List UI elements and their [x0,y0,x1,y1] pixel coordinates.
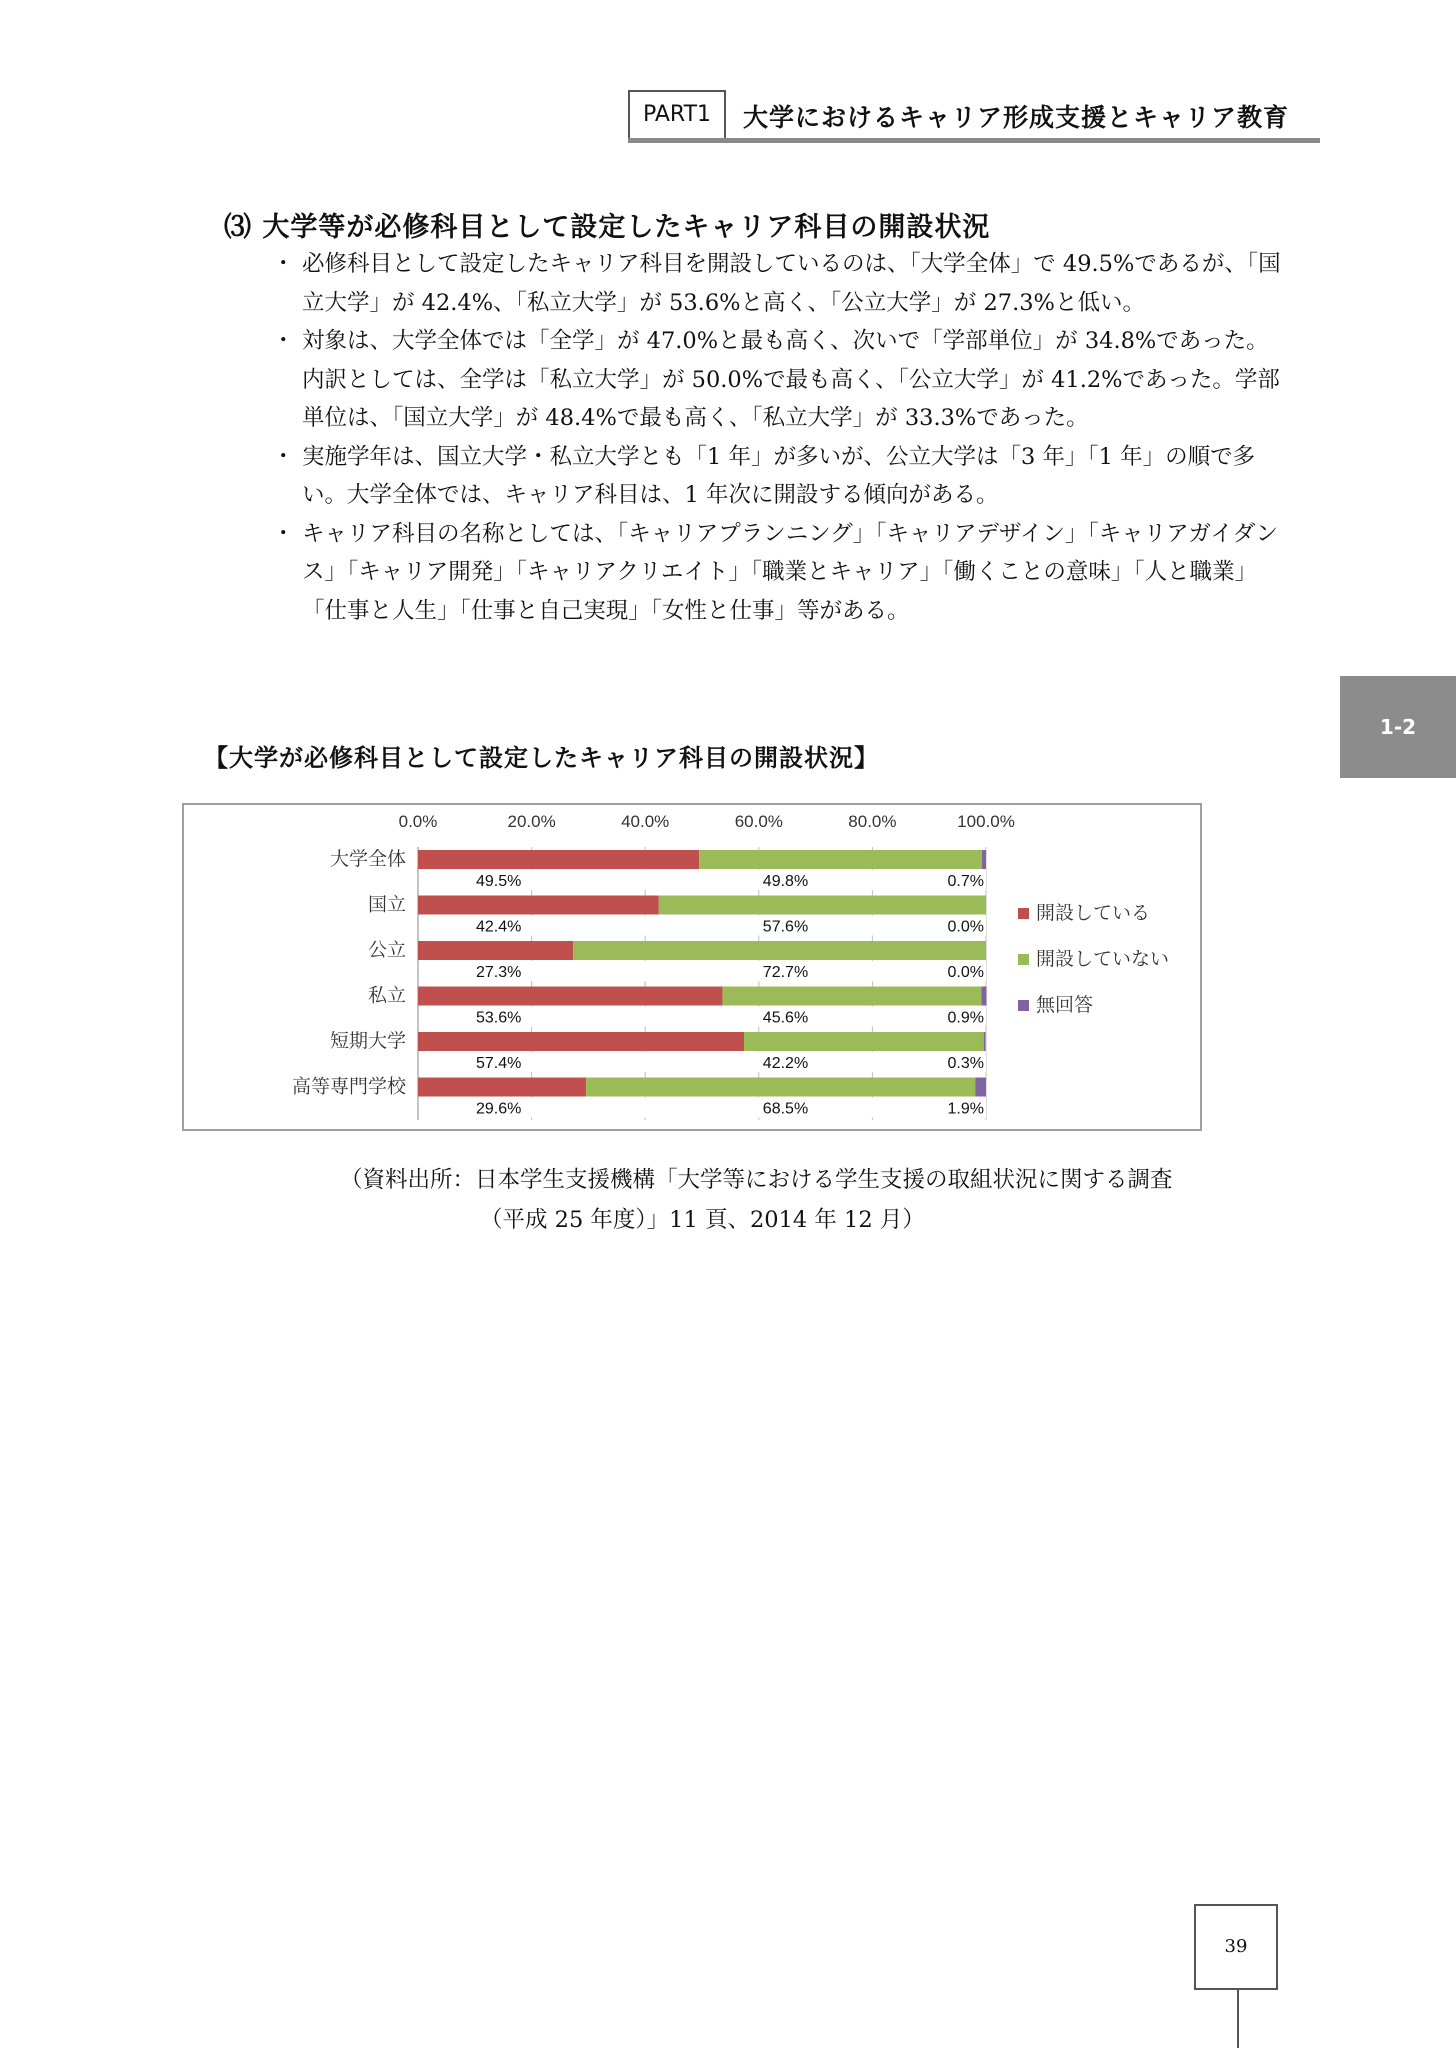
source-citation [340,1160,1173,1240]
x-tick-label: 20.0% [507,812,556,831]
header-title: 大学におけるキャリア形成支援とキャリア教育 [743,103,1290,132]
data-label: 72.7% [762,964,809,981]
category-label: 私立 [367,985,406,1007]
bar-segment [659,896,986,915]
data-label: 57.6% [762,918,809,936]
data-label: 0.0% [947,964,984,981]
x-tick-label: 0.0% [398,812,438,831]
bar-segment [744,1032,984,1051]
bar-segment [418,941,573,960]
data-label: 57.4% [476,1055,522,1072]
source-line-1: （資料出所：日本学生支援機構「大学等における学生支援の取組状況に関する調査 [340,1167,1173,1193]
category-label: 公立 [367,940,406,961]
legend-swatch [1018,1000,1029,1011]
bullet-item: ・ キャリア科目の名称としては、「キャリアプランニング」「キャリアデザイン」「キャリアガイダンス」「キャリア開発」「キャリアクリエイト」「職業とキャリア」「働くことの意味」「人と職業」「仕事と人生」「仕事と自己実現」「女性と仕事」等がある。 [278,515,1288,631]
data-label: 27.3% [476,964,522,981]
bar-segment [586,1078,975,1097]
legend-label: 開設している [1036,903,1151,924]
bar-segment [418,1032,744,1051]
x-tick-label: 40.0% [621,812,670,831]
bar-segment [975,1078,986,1097]
section-tab: 1-2 [1340,676,1456,778]
data-label: 68.5% [762,1100,809,1118]
data-label: 29.6% [476,1100,522,1118]
x-tick-label: 100.0% [957,812,1015,831]
chart-frame [182,803,1202,1131]
section-title: ⑶ 大学等が必修科目として設定したキャリア科目の開設状況 [224,212,991,243]
category-label: 短期大学 [329,1031,406,1052]
data-label: 49.8% [762,873,809,890]
bar-segment [418,987,722,1006]
bar-segment [982,850,986,869]
bar-segment [418,850,699,869]
category-label: 高等専門学校 [291,1076,406,1098]
data-label: 53.6% [476,1009,522,1027]
legend-swatch [1018,954,1029,965]
data-label: 49.5% [476,873,522,890]
x-tick-label: 60.0% [734,812,783,831]
bar-segment [984,1032,986,1051]
category-label: 大学全体 [329,849,406,870]
data-label: 0.9% [947,1009,984,1027]
bar-segment [418,1078,586,1097]
chart-title: 【大学が必修科目として設定したキャリア科目の開設状況】 [204,744,879,772]
data-label: 0.0% [947,918,984,936]
category-label: 国立 [367,894,406,916]
data-label: 45.6% [762,1009,809,1027]
bullet-list [278,245,1288,630]
source-line-2: （平成 25 年度）」11 頁、2014 年 12 月） [480,1207,925,1233]
bar-segment [981,987,986,1006]
bullet-item: ・ 対象は、大学全体では「全学」が 47.0%と最も高く、次いで「学部単位」が 34.8%であった。内訳としては、全学は「私立大学」が 50.0%で最も高く、「公立大学」が 41.2%であった。学部単位は、「国立大学」が 48.4%で最も高く、「私立大学」が 33.3%であった。 [278,322,1288,438]
page-number: 39 [1194,1904,1278,1990]
data-label: 0.7% [947,873,984,890]
bar-segment [573,941,986,960]
data-label: 42.2% [762,1055,809,1072]
legend-label: 無回答 [1036,995,1094,1016]
bullet-item: ・ 必修科目として設定したキャリア科目を開設しているのは、「大学全体」で 49.5%であるが、「国立大学」が 42.4%、「私立大学」が 53.6%と高く、「公立大学」が 27.3%と低い。 [278,245,1288,322]
part-label: PART1 [628,90,726,140]
page-number-line [1237,1990,1239,2048]
bar-segment [722,987,981,1006]
legend-label: 開設していない [1036,949,1170,970]
bar-segment [699,850,982,869]
x-tick-label: 80.0% [848,812,897,831]
bar-segment [418,896,659,915]
data-label: 0.3% [947,1055,984,1072]
stacked-bar-chart [184,805,1200,1129]
page-header [628,90,1320,142]
data-label: 1.9% [947,1100,984,1118]
bullet-item: ・ 実施学年は、国立大学・私立大学とも「1 年」が多いが、公立大学は「3 年」「1 年」の順で多い。大学全体では、キャリア科目は、1 年次に開設する傾向がある。 [278,438,1288,515]
data-label: 42.4% [476,918,522,936]
legend-swatch [1018,908,1029,919]
header-rule [628,138,1320,143]
